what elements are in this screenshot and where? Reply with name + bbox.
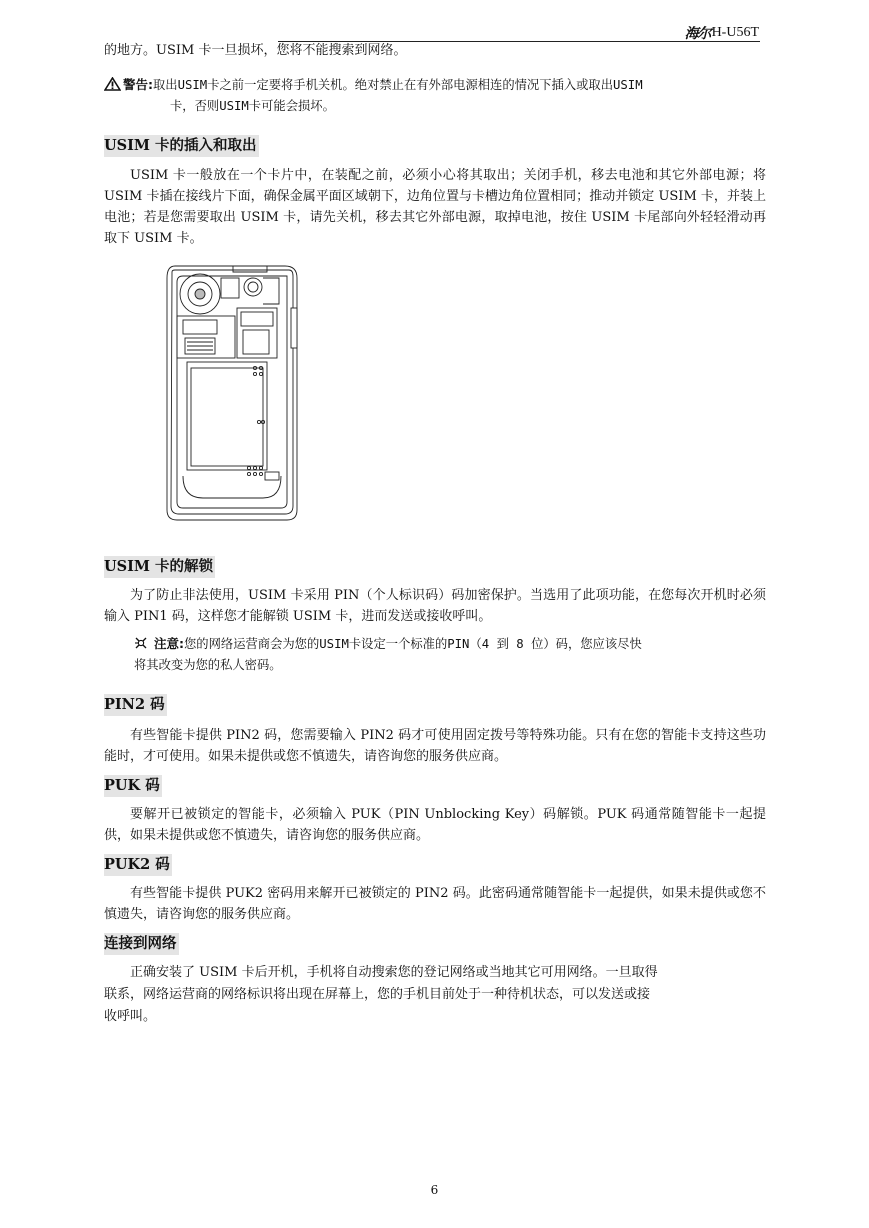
note-line-2: 将其改变为您的私人密码。 — [134, 658, 282, 672]
page-header — [685, 24, 759, 42]
attention-note — [134, 633, 774, 676]
section-title-network: 连接到网络 — [104, 933, 179, 955]
network-line-3: 收呼叫。 — [104, 1009, 157, 1024]
paragraph-usim-insert: USIM 卡一般放在一个卡片中，在装配之前，必须小心将其取出；关闭手机，移去电池和其它外部电源；将 USIM 卡插在接线片下面，确保金属平面区域朝下，边角位置与卡槽边角位置相同；推动并锁定 USIM 卡，并装上电池；若是您需要取出 USIM 卡，请先关机，移去其它外部电源，取掉电池，按住 USIM 卡尾部向外轻轻滑动再取下 USIM 卡。 — [104, 168, 766, 246]
section-title-puk2: PUK2 码 — [104, 854, 172, 876]
intro-line: 的地方。USIM 卡一旦损坏，您将不能搜索到网络。 — [104, 43, 407, 58]
warning-line-1: 取出USIM卡之前一定要将手机关机。绝对禁止在有外部电源相连的情况下插入或取出USIM — [153, 78, 643, 92]
paragraph-puk: 要解开已被锁定的智能卡，必须输入 PUK（PIN Unblocking Key）码解锁。PUK 码通常随智能卡一起提供，如果未提供或您不慎遗失，请咨询您的服务供应商。 — [104, 807, 766, 843]
warning-triangle-icon — [104, 77, 121, 91]
note-icon — [134, 636, 148, 650]
paragraph-puk2: 有些智能卡提供 PUK2 密码用来解开已被锁定的 PIN2 码。此密码通常随智能卡一起提供，如果未提供或您不慎遗失，请咨询您的服务供应商。 — [104, 886, 766, 922]
model-number: H-U56T — [711, 25, 759, 40]
paragraph-usim-unlock: 为了防止非法使用，USIM 卡采用 PIN（个人标识码）码加密保护。当选用了此项功能，在您每次开机时必须输入 PIN1 码，这样您才能解锁 USIM 卡，进而发送或接收呼叫。 — [104, 588, 766, 624]
note-line-1: 您的网络运营商会为您的USIM卡设定一个标准的PIN（4 到 8 位）码，您应该尽快 — [184, 637, 642, 651]
warning-label: 警告: — [123, 77, 153, 92]
network-line-1: 正确安装了 USIM 卡后开机，手机将自动搜索您的登记网络或当地其它可用网络。一旦取得 — [130, 965, 658, 980]
warning-line-2: 卡，否则USIM卡可能会损坏。 — [170, 99, 335, 113]
brand-logo: 海尔 — [684, 26, 711, 42]
section-title-puk: PUK 码 — [104, 775, 162, 797]
section-title-pin2: PIN2 码 — [104, 694, 167, 716]
warning-note — [104, 74, 784, 117]
network-line-2: 联系，网络运营商的网络标识将出现在屏幕上，您的手机目前处于一种待机状态，可以发送或接 — [104, 987, 651, 1002]
section-title-usim-insert: USIM 卡的插入和取出 — [104, 135, 259, 157]
page-number: 6 — [430, 1183, 439, 1197]
paragraph-pin2: 有些智能卡提供 PIN2 码，您需要输入 PIN2 码才可使用固定拨号等特殊功能。只有在您的智能卡支持这些功能时，才可使用。如果未提供或您不慎遗失，请咨询您的服务供应商。 — [104, 728, 766, 764]
note-label: 注意: — [154, 636, 184, 651]
section-title-usim-unlock: USIM 卡的解锁 — [104, 556, 215, 578]
phone-back-illustration — [163, 262, 301, 524]
